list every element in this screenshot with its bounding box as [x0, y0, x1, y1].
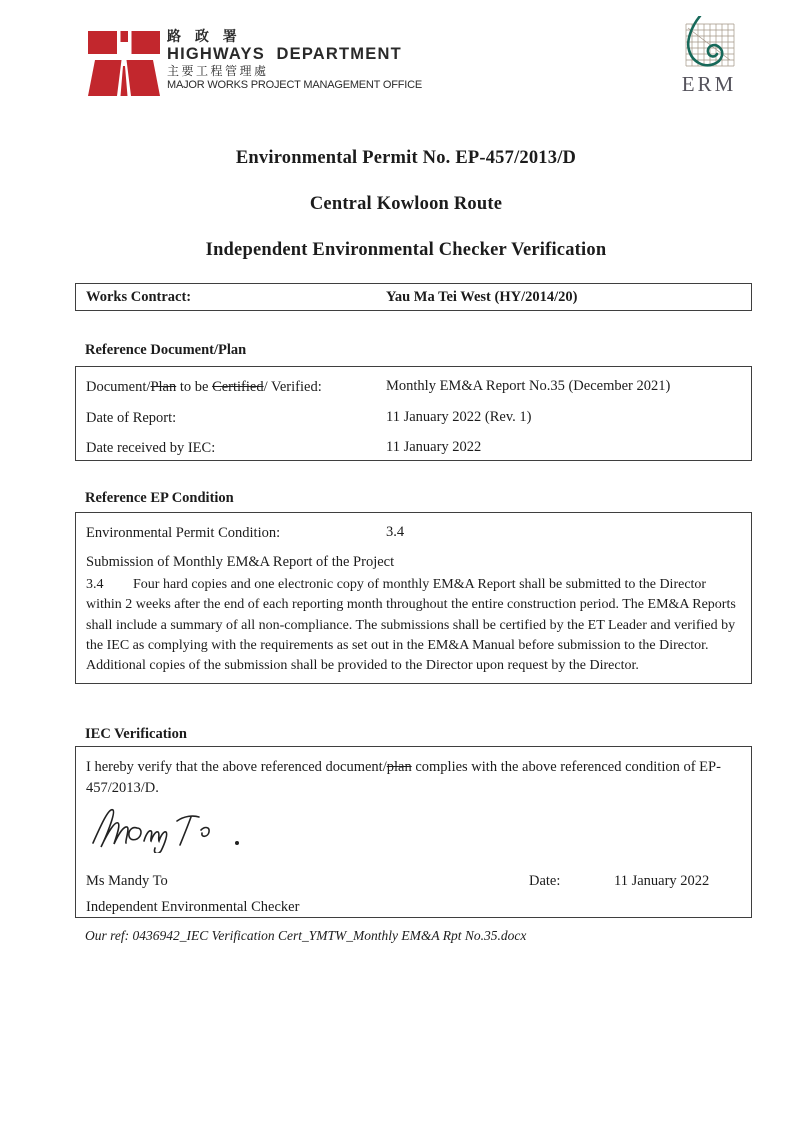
office-name-english: MAJOR WORKS PROJECT MANAGEMENT OFFICE	[167, 79, 422, 91]
works-contract-label: Works Contract:	[86, 289, 192, 305]
table-row-ep-condition	[86, 524, 741, 542]
ep-condition-box	[75, 512, 752, 684]
doc-title-permit-no: Environmental Permit No. EP-457/2013/D	[235, 148, 577, 168]
date-label: Date:	[529, 873, 561, 889]
works-contract-box	[75, 283, 752, 311]
our-ref: Our ref: 0436942_IEC Verification Cert_YMTW_Monthly EM&A Rpt No.35.docx	[85, 928, 527, 943]
row-value: 11 January 2022 (Rev. 1)	[386, 409, 532, 425]
clause-text: Four hard copies and one electronic copy of monthly EM&A Report shall be submitted to the Director within 2 weeks after the end of each reporting month throughout the entire construction period. The EM&A Reports shall include a summary of all non-compliance. The submissions shall be certified by the ET Leader and verified by the IEC as complying with the requirements as set out in the EM&A Manual before submission to the Director. Additional copies of the submission shall be provided to the Director upon request by the Director.	[86, 577, 736, 674]
row-label: Date received by IEC:	[86, 440, 216, 456]
section-heading-iec-verification: IEC Verification	[85, 726, 187, 742]
ep-subject: Submission of Monthly EM&A Report of the Project	[86, 554, 395, 570]
ep-clause	[86, 575, 739, 676]
row-value: Monthly EM&A Report No.35 (December 2021)	[386, 378, 671, 394]
header-department-block	[167, 28, 422, 92]
table-row-date-of-report	[86, 409, 741, 427]
table-row-date-received	[86, 439, 741, 457]
highways-department-logo-icon	[88, 30, 160, 96]
erm-wordmark: ERM	[681, 72, 737, 96]
date-value: 11 January 2022	[614, 873, 710, 889]
erm-logo	[664, 16, 754, 100]
row-label: Date of Report:	[86, 410, 177, 426]
row-label: Document/Plan to be Certified/ Verified:	[86, 379, 322, 395]
signatory-name: Ms Mandy To	[86, 873, 168, 889]
verification-statement: I hereby verify that the above referenced document/plan complies with the above referenced condition of EP-457/2013/D.	[86, 759, 721, 796]
signatory-title: Independent Environmental Checker	[86, 899, 300, 915]
signature-image	[89, 799, 249, 853]
erm-spiral-icon	[664, 16, 754, 74]
works-contract-value: Yau Ma Tei West (HY/2014/20)	[386, 289, 578, 305]
office-name-chinese: 主要工程管理處	[167, 64, 269, 78]
department-name-english: HIGHWAYS DEPARTMENT	[167, 45, 402, 63]
table-row-document-verified	[86, 378, 741, 396]
row-value: 11 January 2022	[386, 439, 482, 455]
iec-verification-box	[75, 746, 752, 918]
doc-title-project: Central Kowloon Route	[309, 194, 503, 214]
section-heading-reference-document: Reference Document/Plan	[85, 342, 247, 358]
reference-document-table	[75, 366, 752, 461]
doc-title-type: Independent Environmental Checker Verification	[205, 240, 607, 260]
section-heading-reference-ep: Reference EP Condition	[85, 490, 234, 506]
clause-number: 3.4	[86, 577, 104, 592]
ep-condition-label: Environmental Permit Condition:	[86, 525, 281, 541]
department-name-chinese: 路 政 署	[167, 28, 242, 44]
ep-condition-value: 3.4	[386, 524, 405, 540]
